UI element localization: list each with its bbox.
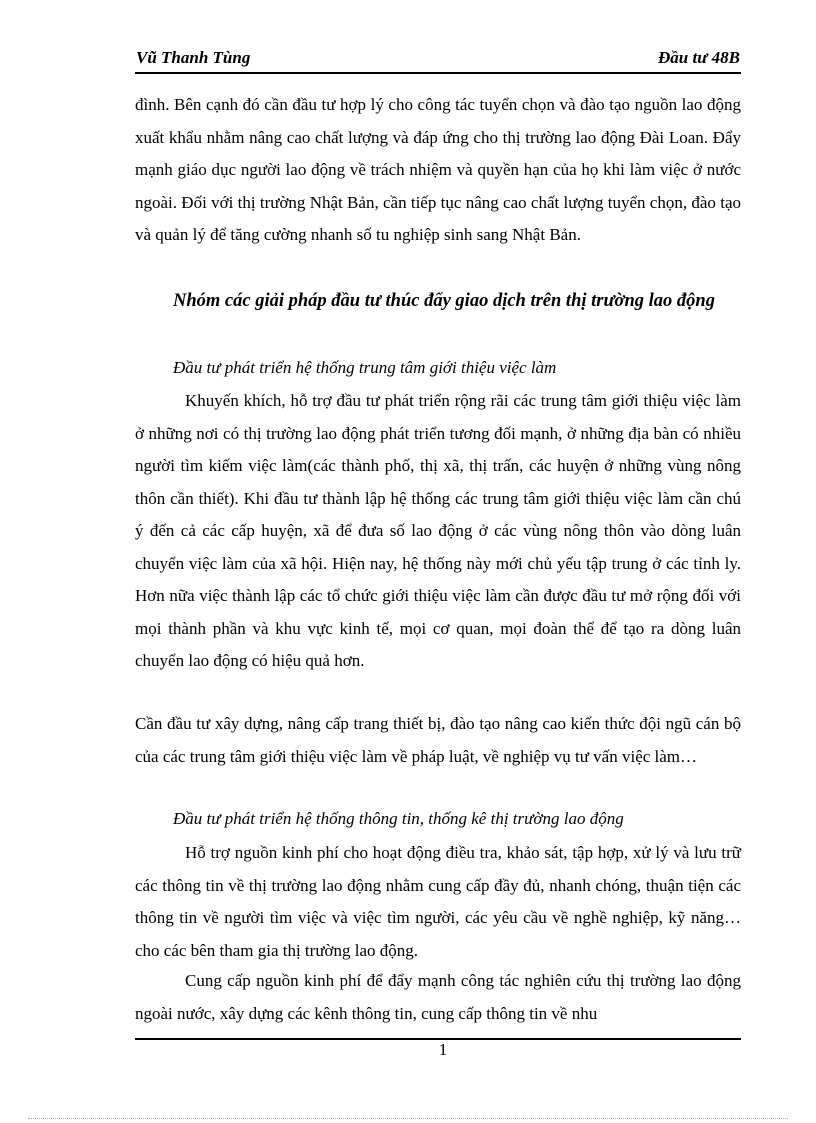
section-heading: Nhóm các giải pháp đầu tư thúc đẩy giao dịch trên thị trường lao động — [173, 291, 715, 311]
paragraph-staff-training: Cần đầu tư xây dựng, nâng cấp trang thiết bị, đào tạo nâng cao kiến thức đội ngũ cán bộ của các trung tâm giới thiệu việc làm về pháp luật, về nghiệp vụ tư vấn việc làm… — [135, 714, 741, 766]
header-class: Đầu tư 48B — [658, 48, 740, 67]
sub-heading-information-system: Đầu tư phát triển hệ thống thông tin, thống kê thị trường lao động — [173, 809, 624, 828]
paragraph-job-centers: Khuyến khích, hỗ trợ đầu tư phát triển rộng rãi các trung tâm giới thiệu việc làm ở những nơi có thị trường lao động phát triển tương đối mạnh, ở những địa bàn có nhiều người tìm kiếm việc làm(các thành phố, thị xã, thị trấn, các huyện ở những vùng nông thôn cần thiết). Khi đầu tư thành lập hệ thống các trung tâm giới thiệu việc làm cần chú ý đến cả các cấp huyện, xã để đưa số lao động ở các vùng nông thôn vào dòng luân chuyển việc làm của xã hội. Hiện nay, hệ thống này mới chủ yếu tập trung ở các tỉnh ly. Hơn nữa việc thành lập các tổ chức giới thiệu việc làm cần được đầu tư mở rộng đối với mọi thành phần và khu vực kinh tế, mọi cơ quan, mọi đoàn thể để tạo ra dòng luân chuyển lao động có hiệu quả hơn. — [135, 391, 741, 670]
page-number: 1 — [438, 1040, 448, 1059]
page-bottom-border — [28, 1118, 788, 1119]
header-author: Vũ Thanh Tùng — [136, 48, 251, 67]
header-divider — [135, 72, 741, 74]
sub-heading-job-centers: Đầu tư phát triển hệ thống trung tâm giới thiệu việc làm — [173, 358, 557, 377]
paragraph-information-support: Hỗ trợ nguồn kinh phí cho hoạt động điều tra, khảo sát, tập hợp, xử lý và lưu trữ các thông tin về thị trường lao động nhằm cung cấp đầy đủ, nhanh chóng, thuận tiện các thông tin về người tìm việc và việc tìm người, các yêu cầu về nghề nghiệp, kỹ năng…cho các bên tham gia thị trường lao động. — [135, 843, 741, 960]
paragraph-continuation: đình. Bên cạnh đó cần đầu tư hợp lý cho công tác tuyển chọn và đào tạo nguồn lao động xuất khẩu nhằm nâng cao chất lượng và đáp ứng cho thị trường lao động Đài Loan. Đẩy mạnh giáo dục người lao động về trách nhiệm và quyền hạn của họ khi làm việc ở nước ngoài. Đối với thị trường Nhật Bản, cần tiếp tục nâng cao chất lượng tuyển chọn, đào tạo và quản lý để tăng cường nhanh số tu nghiệp sinh sang Nhật Bản. — [135, 95, 741, 244]
paragraph-funding: Cung cấp nguồn kinh phí để đẩy mạnh công tác nghiên cứu thị trường lao động ngoài nước, xây dựng các kênh thông tin, cung cấp thông tin về nhu — [135, 971, 741, 1023]
